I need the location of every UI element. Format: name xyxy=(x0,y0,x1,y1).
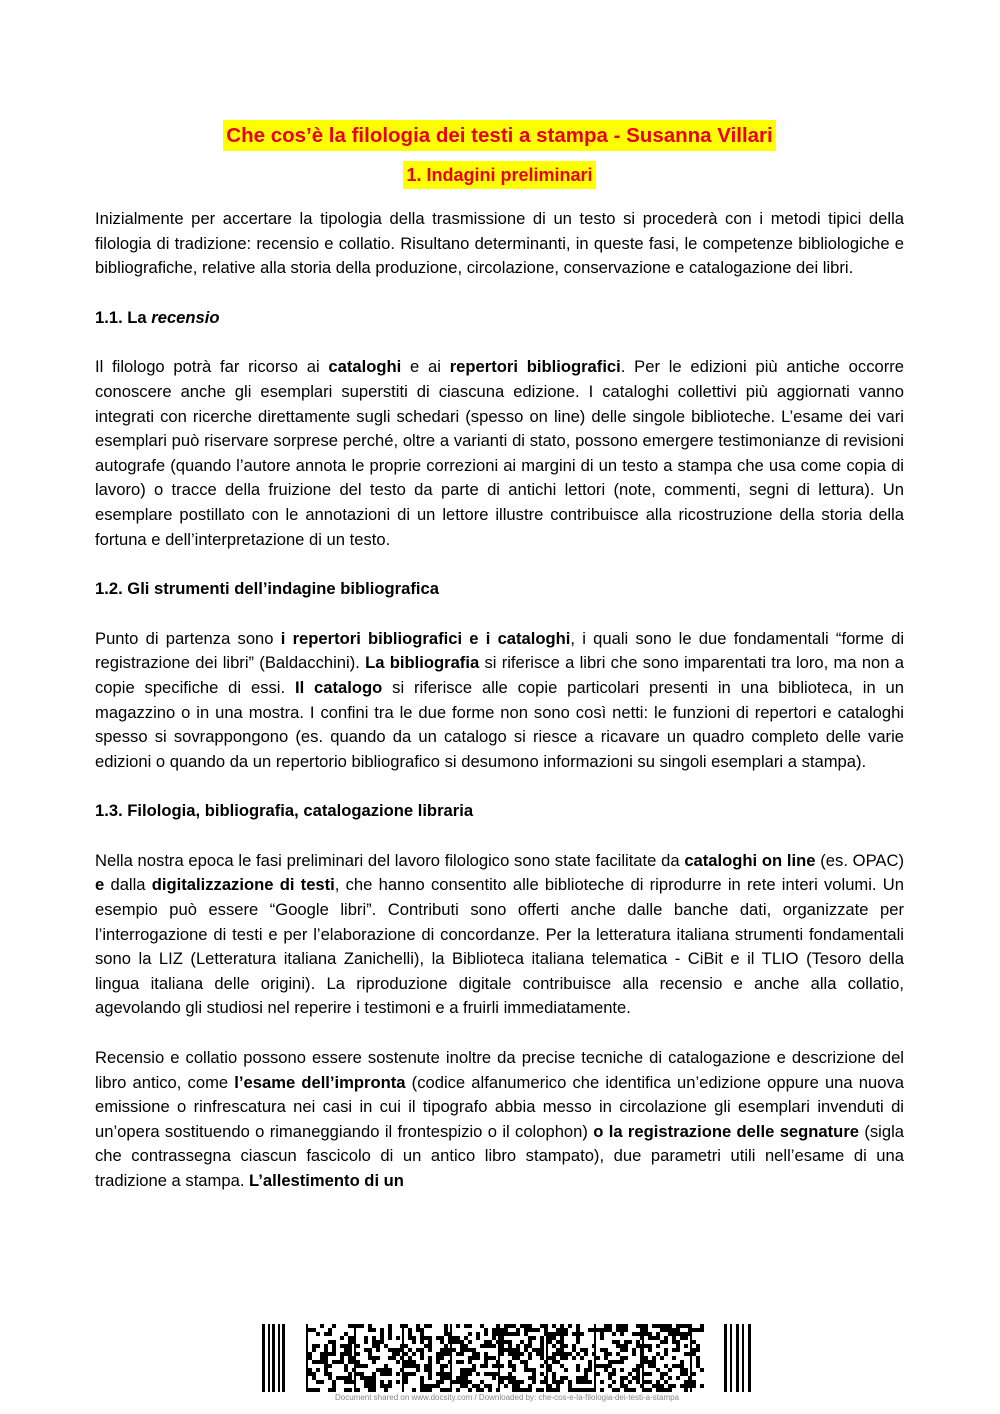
paragraph-strumenti: Punto di partenza sono i repertori bibliografici e i cataloghi, i quali sono le due fondamentali “forme di registrazione dei libri” (Baldacchini). La bibliografia si riferisce a libri che sono imparentati tra loro, ma non a copie specifiche di essi. Il catalogo si riferisce alle copie particolari presenti in una biblioteca, in un magazzino o in una mostra. I confini tra le due forme non sono così netti: le funzioni di repertori e cataloghi spesso si sovrappongono (es. quando da un catalogo si riesce a ricavare un quadro completo delle varie edizioni o quando da un repertorio bibliografico si desumono informazioni su singoli esemplari a stampa). xyxy=(95,628,905,771)
section-title: 1. Indagini preliminari xyxy=(403,161,595,189)
title-block xyxy=(95,120,904,151)
paragraph-recensio: Il filologo potrà far ricorso ai cataloghi e ai repertori bibliografici. Per le edizioni più antiche occorre conoscere anche gli esemplari superstiti di ciascuna edizione. I cataloghi collettivi più aggiornati vanno integrati con ricerche direttamente sugli schedari (spesso on line) delle singole biblioteche. L’esame dei vari esemplari può riservare sorprese perché, oltre a varianti di stato, possono emergere testimonianze di revisioni autografe (quando l’autore annota le proprie correzioni ai margini di un testo a stampa che usa come copia di lavoro) o tracce della fruizione del testo da parte di antichi lettori (note, commenti, segni di lettura). Un esemplare postillato con le annotazioni di un lettore illustre contribuisce alla ricostruzione della storia della fortuna e dell’interpretazione di un testo. xyxy=(95,357,904,549)
intro-paragraph: Inizialmente per accertare la tipologia della trasmissione di un testo si procederà con i metodi tipici della filologia di tradizione: recensio e collatio. Risultano determinanti, in queste fasi, le competenze bibliologiche e bibliografiche, relative alla storia della produzione, circolazione, conservazione e catalogazione dei libri. xyxy=(95,209,904,278)
barcode-icon xyxy=(262,1324,752,1394)
section-title-block xyxy=(95,151,904,189)
heading-recensio: 1.1. La recensio xyxy=(95,307,220,327)
document-page xyxy=(95,120,904,1194)
footer-text: Document shared on www.docsity.com / Downloaded by: che-cos-e-la-filologia-dei-testi-a-stampa xyxy=(335,1393,679,1402)
heading-filologia: 1.3. Filologia, bibliografia, catalogazione libraria xyxy=(95,801,474,821)
paragraph-filologia: Nella nostra epoca le fasi preliminari del lavoro filologico sono state facilitate da cataloghi on line (es. OPAC) e dalla digitalizzazione di testi, che hanno consentito alle biblioteche di riprodurre in rete interi volumi. Un esempio può essere “Google libri”. Contributi sono offerti anche dalle banche dati, organizzate per l’interrogazione di testi e per l’elaborazione di concordanze. Per la letteratura italiana strumenti fondamentali sono la LIZ (Letteratura italiana Zanichelli), la Biblioteca italiana telematica - CiBit e il TLIO (Tesoro della lingua italiana delle origini). La riproduzione digitale contribuisce alla recensio e anche alla collatio, agevolando gli studiosi nel reperire i testimoni e a fruirli immediatamente. xyxy=(95,850,905,1018)
heading-strumenti: 1.2. Gli strumenti dell’indagine bibliografica xyxy=(95,579,439,599)
paragraph-catalogazione: Recensio e collatio possono essere sostenute inoltre da precise tecniche di catalogazione e descrizione del libro antico, come l’esame dell’impronta (codice alfanumerico che identifica un’edizione oppure una nuova emissione o rinfrescatura nei casi in cui il tipografo abbia messo in circolazione gli esemplari invenduti di un’opera sostituendo o rimaneggiando il frontespizio o il colophon) o la registrazione delle segnature (sigla che contrassegna ciascun fascicolo di un antico libro stampato), due parametri utili nell’esame di una tradizione a stampa. L’allestimento di un xyxy=(95,1048,905,1190)
document-title: Che cos’è la filologia dei testi a stampa - Susanna Villari xyxy=(223,120,775,151)
